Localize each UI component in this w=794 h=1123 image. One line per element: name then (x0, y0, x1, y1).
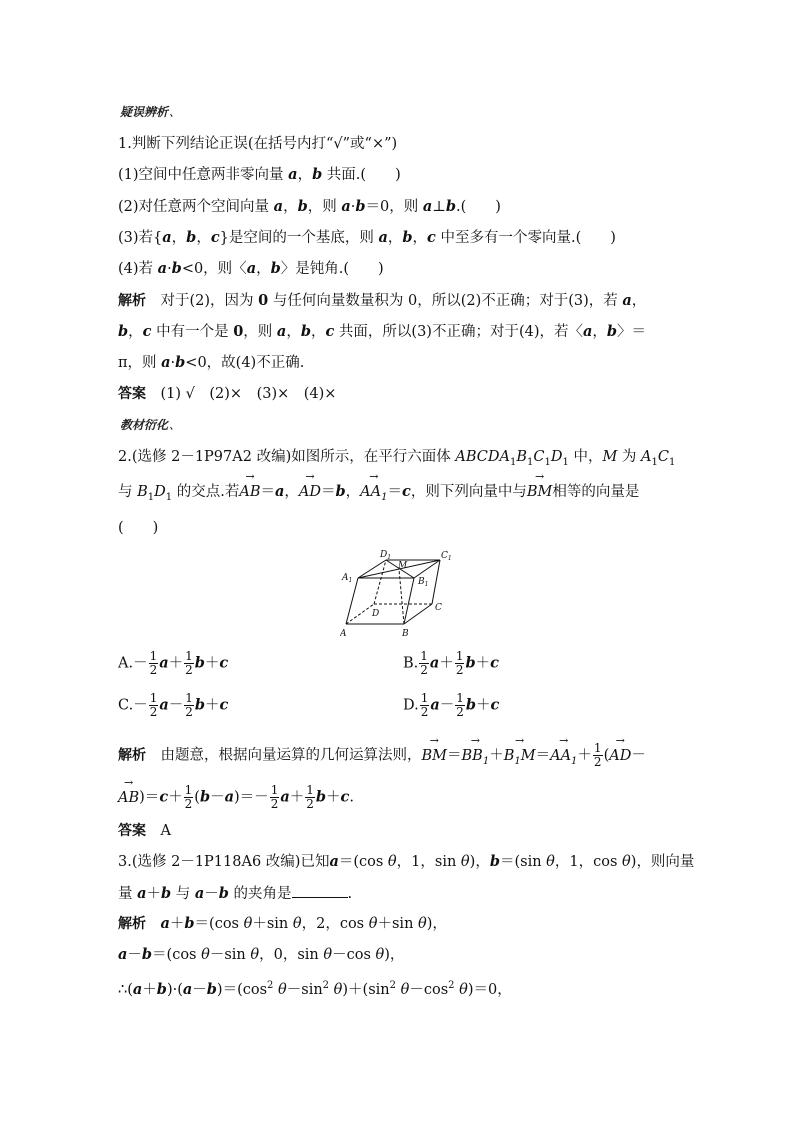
label-A: A (340, 629, 347, 638)
q1-item-1: (1)空间中任意两非零向量 a，b 共面.( ) (118, 166, 401, 183)
q2-stem-line-2: 与 $B_1D_1$ 的交点.若→ AB＝a，→ AD＝b，→ $AA_1=c$，则下列向量中与→ BM相等的向量是 (118, 482, 639, 508)
q1-analysis-line-3: π，则 a·b<0，故(4)不正确. (118, 354, 305, 371)
q1-item-3: (3)若{a，b，c}是空间的一个基底，则 a，b，c 中至多有一个零向量.( ) (118, 229, 616, 246)
section-error-analysis: 疑误辨析 、 (120, 103, 181, 120)
edge-BB1 (404, 578, 414, 624)
segment-BM (399, 569, 404, 624)
q1-analysis-line-1: 解析 对于(2)，因为 0 与任何向量数量积为 0，所以(2)不正确；对于(3)，若 a， (118, 292, 647, 309)
q1-answer: 答案 (1) √ (2)× (3)× (4)× (118, 386, 337, 402)
label-C1: $C_1$ (441, 551, 452, 562)
q1-item-4: (4)若 a·b<0，则〈a，b〉是钝角.( ) (118, 260, 384, 277)
label-B1: $B_1$ (418, 577, 429, 588)
q3-analysis-line-1: 解析 a＋b＝(cos θ＋sin θ，2，cos θ＋sin θ)， (118, 915, 447, 932)
label-D1: $D_1$ (380, 550, 392, 561)
q2-stem-line-1: 2.(选修 2－1P97A2 改编)如图所示，在平行六面体 $ABCDA_1B_1C_1D_1$ 中，M 为 $A_1C_1$ (118, 449, 676, 468)
label-A1: $A_1$ (342, 573, 353, 584)
q2-option-d[interactable]: D. $\frac{1}{2}$ a－ $\frac{1}{2}$ b＋c (403, 691, 500, 719)
label-C: C (435, 603, 442, 613)
q3-analysis-line-2: a－b＝(cos θ－sin θ，0，sin θ－cos θ)， (118, 946, 405, 963)
answer-blank[interactable] (292, 883, 348, 898)
q2-answer: 答案 A (118, 823, 171, 839)
parallelepiped-figure (340, 548, 460, 638)
q3-stem-line-1: 3.(选修 2－1P118A6 改编)已知a＝(cos θ，1，sin θ)，b＝(sin θ，1，cos θ)，则向量 (118, 853, 695, 870)
q2-option-a[interactable]: A.－ $\frac{1}{2}$ a＋ $\frac{1}{2}$ b＋c (118, 649, 229, 677)
q2-analysis-line-1: 解析 由题意，根据向量运算的几何运算法则，→ $BM=\to BB_1+\to B_1M=\to AA_1+$ $\frac{1}{2}$ (→ AD－ (118, 742, 646, 771)
q1-analysis-line-2: b，c 中有一个是 0，则 a，b，c 共面，所以(3)不正确；对于(4)，若〈a，b〉＝ (118, 323, 647, 340)
q2-option-c[interactable]: C.－ $\frac{1}{2}$ a－ $\frac{1}{2}$ b＋c (118, 691, 229, 719)
label-B: B (402, 629, 409, 638)
edge-CC1 (432, 560, 440, 604)
label-D: D (372, 609, 380, 619)
label-M: M (398, 561, 408, 571)
q3-analysis-line-3: $\therefore(a+b)\cdot(a-b)=(\cos^2$ $\theta-\sin^2$ $\theta)+(\sin^2$ $\theta-\cos^2$ θ)＝0， (118, 980, 512, 998)
q1-stem: 1.判断下列结论正误(在括号内打“√”或“×”) (118, 136, 398, 152)
q2-parens: ( ) (118, 520, 159, 536)
q3-stem-line-2: 量 a＋b 与 a－b 的夹角是 . (118, 885, 353, 902)
q2-option-b[interactable]: B. $\frac{1}{2}$ a＋ $\frac{1}{2}$ b＋c (403, 649, 499, 677)
section-textbook-adaptation: 教材衍化 、 (120, 416, 181, 433)
q2-analysis-line-2: → AB)＝c＋ $\frac{1}{2}$ (b－a)＝－ $\frac{1}{2}$ a＋ $\frac{1}{2}$ b＋c. (118, 784, 354, 811)
q1-item-2: (2)对任意两个空间向量 a，b，则 a·b＝0，则 a⊥b.( ) (118, 198, 501, 215)
